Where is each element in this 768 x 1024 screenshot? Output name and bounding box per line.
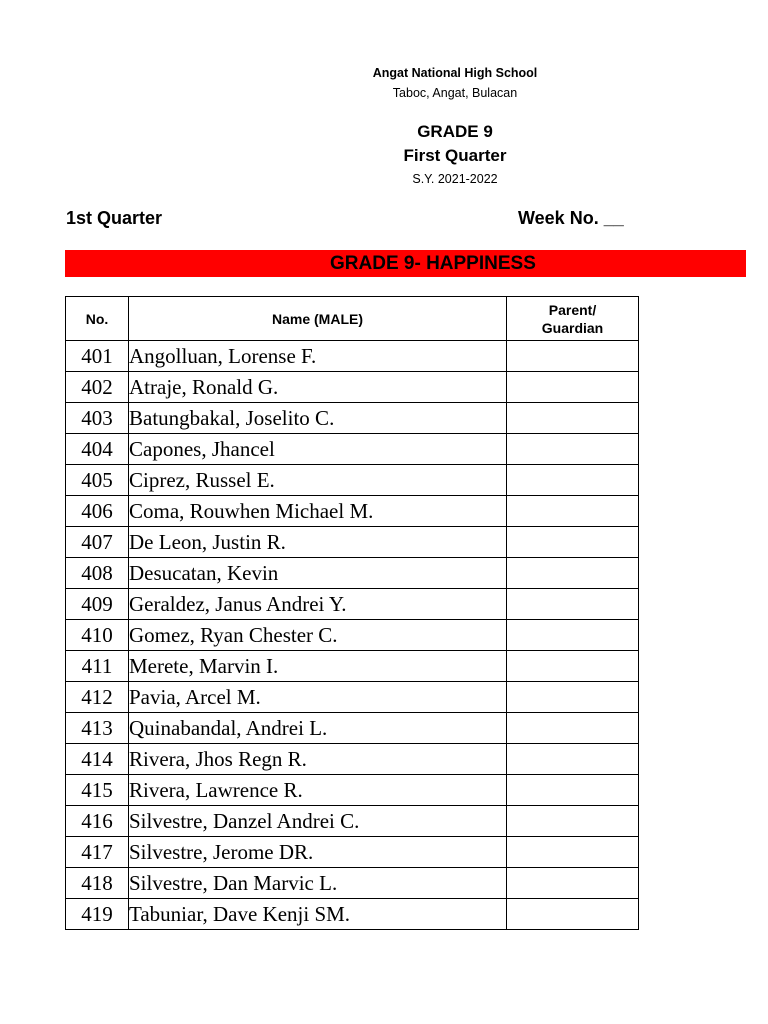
student-number: 410 bbox=[66, 620, 129, 651]
table-row bbox=[66, 744, 639, 775]
student-name: Angolluan, Lorense F. bbox=[129, 341, 507, 372]
quarter-label: 1st Quarter bbox=[66, 208, 163, 228]
table-row bbox=[66, 837, 639, 868]
student-number: 414 bbox=[66, 744, 129, 775]
table-row bbox=[66, 558, 639, 589]
table-row bbox=[66, 899, 639, 930]
parent-guardian-cell[interactable] bbox=[507, 341, 639, 372]
student-number: 407 bbox=[66, 527, 129, 558]
parent-guardian-cell[interactable] bbox=[507, 403, 639, 434]
table-row bbox=[66, 620, 639, 651]
parent-guardian-cell[interactable] bbox=[507, 868, 639, 899]
student-number: 403 bbox=[66, 403, 129, 434]
table-row bbox=[66, 434, 639, 465]
student-name: Silvestre, Jerome DR. bbox=[129, 837, 507, 868]
parent-guardian-cell[interactable] bbox=[507, 682, 639, 713]
student-name: Ciprez, Russel E. bbox=[129, 465, 507, 496]
parent-guardian-cell[interactable] bbox=[507, 496, 639, 527]
student-name: Rivera, Jhos Regn R. bbox=[129, 744, 507, 775]
table-row bbox=[66, 589, 639, 620]
header-name: Name (MALE) bbox=[129, 297, 507, 341]
roster-body bbox=[66, 341, 639, 930]
student-name: Quinabandal, Andrei L. bbox=[129, 713, 507, 744]
student-name: Silvestre, Danzel Andrei C. bbox=[129, 806, 507, 837]
student-number: 419 bbox=[66, 899, 129, 930]
student-name: Gomez, Ryan Chester C. bbox=[129, 620, 507, 651]
student-name: Coma, Rouwhen Michael M. bbox=[129, 496, 507, 527]
student-number: 402 bbox=[66, 372, 129, 403]
parent-guardian-cell[interactable] bbox=[507, 372, 639, 403]
student-number: 416 bbox=[66, 806, 129, 837]
parent-guardian-cell[interactable] bbox=[507, 775, 639, 806]
parent-guardian-cell[interactable] bbox=[507, 837, 639, 868]
table-row bbox=[66, 868, 639, 899]
table-row bbox=[66, 682, 639, 713]
table-row bbox=[66, 713, 639, 744]
parent-guardian-cell[interactable] bbox=[507, 465, 639, 496]
student-roster-table bbox=[65, 296, 639, 930]
week-number-label: Week No. __ bbox=[518, 208, 624, 228]
table-row bbox=[66, 527, 639, 558]
student-name: Silvestre, Dan Marvic L. bbox=[129, 868, 507, 899]
student-number: 415 bbox=[66, 775, 129, 806]
student-name: Tabuniar, Dave Kenji SM. bbox=[129, 899, 507, 930]
table-row bbox=[66, 341, 639, 372]
header-parent-guardian bbox=[507, 297, 639, 341]
student-number: 411 bbox=[66, 651, 129, 682]
parent-guardian-cell[interactable] bbox=[507, 651, 639, 682]
student-number: 409 bbox=[66, 589, 129, 620]
student-number: 408 bbox=[66, 558, 129, 589]
parent-guardian-cell[interactable] bbox=[507, 899, 639, 930]
student-name: De Leon, Justin R. bbox=[129, 527, 507, 558]
parent-guardian-cell[interactable] bbox=[507, 744, 639, 775]
school-name: Angat National High School bbox=[372, 66, 538, 80]
student-name: Atraje, Ronald G. bbox=[129, 372, 507, 403]
parent-guardian-cell[interactable] bbox=[507, 434, 639, 465]
parent-guardian-cell[interactable] bbox=[507, 713, 639, 744]
grade-title: GRADE 9 bbox=[417, 122, 493, 141]
table-row bbox=[66, 372, 639, 403]
section-title: GRADE 9- HAPPINESS bbox=[330, 253, 536, 274]
parent-guardian-cell[interactable] bbox=[507, 589, 639, 620]
student-number: 405 bbox=[66, 465, 129, 496]
student-name: Desucatan, Kevin bbox=[129, 558, 507, 589]
table-header-row bbox=[66, 297, 639, 341]
school-address: Taboc, Angat, Bulacan bbox=[392, 86, 518, 100]
parent-guardian-cell[interactable] bbox=[507, 806, 639, 837]
student-number: 413 bbox=[66, 713, 129, 744]
table-row bbox=[66, 496, 639, 527]
parent-guardian-cell[interactable] bbox=[507, 558, 639, 589]
student-name: Pavia, Arcel M. bbox=[129, 682, 507, 713]
student-number: 412 bbox=[66, 682, 129, 713]
student-number: 417 bbox=[66, 837, 129, 868]
section-banner bbox=[65, 250, 746, 277]
student-number: 418 bbox=[66, 868, 129, 899]
student-name: Batungbakal, Joselito C. bbox=[129, 403, 507, 434]
student-name: Merete, Marvin I. bbox=[129, 651, 507, 682]
table-row bbox=[66, 403, 639, 434]
parent-guardian-cell[interactable] bbox=[507, 527, 639, 558]
table-row bbox=[66, 465, 639, 496]
student-number: 401 bbox=[66, 341, 129, 372]
header-parent-line2: Guardian bbox=[541, 319, 604, 336]
parent-guardian-cell[interactable] bbox=[507, 620, 639, 651]
student-name: Capones, Jhancel bbox=[129, 434, 507, 465]
student-number: 404 bbox=[66, 434, 129, 465]
header-parent-line1: Parent/ bbox=[548, 301, 597, 318]
table-row bbox=[66, 806, 639, 837]
header-no: No. bbox=[66, 297, 129, 341]
student-name: Rivera, Lawrence R. bbox=[129, 775, 507, 806]
student-number: 406 bbox=[66, 496, 129, 527]
student-name: Geraldez, Janus Andrei Y. bbox=[129, 589, 507, 620]
quarter-title: First Quarter bbox=[403, 146, 507, 165]
school-year: S.Y. 2021-2022 bbox=[412, 172, 498, 186]
table-row bbox=[66, 775, 639, 806]
table-row bbox=[66, 651, 639, 682]
